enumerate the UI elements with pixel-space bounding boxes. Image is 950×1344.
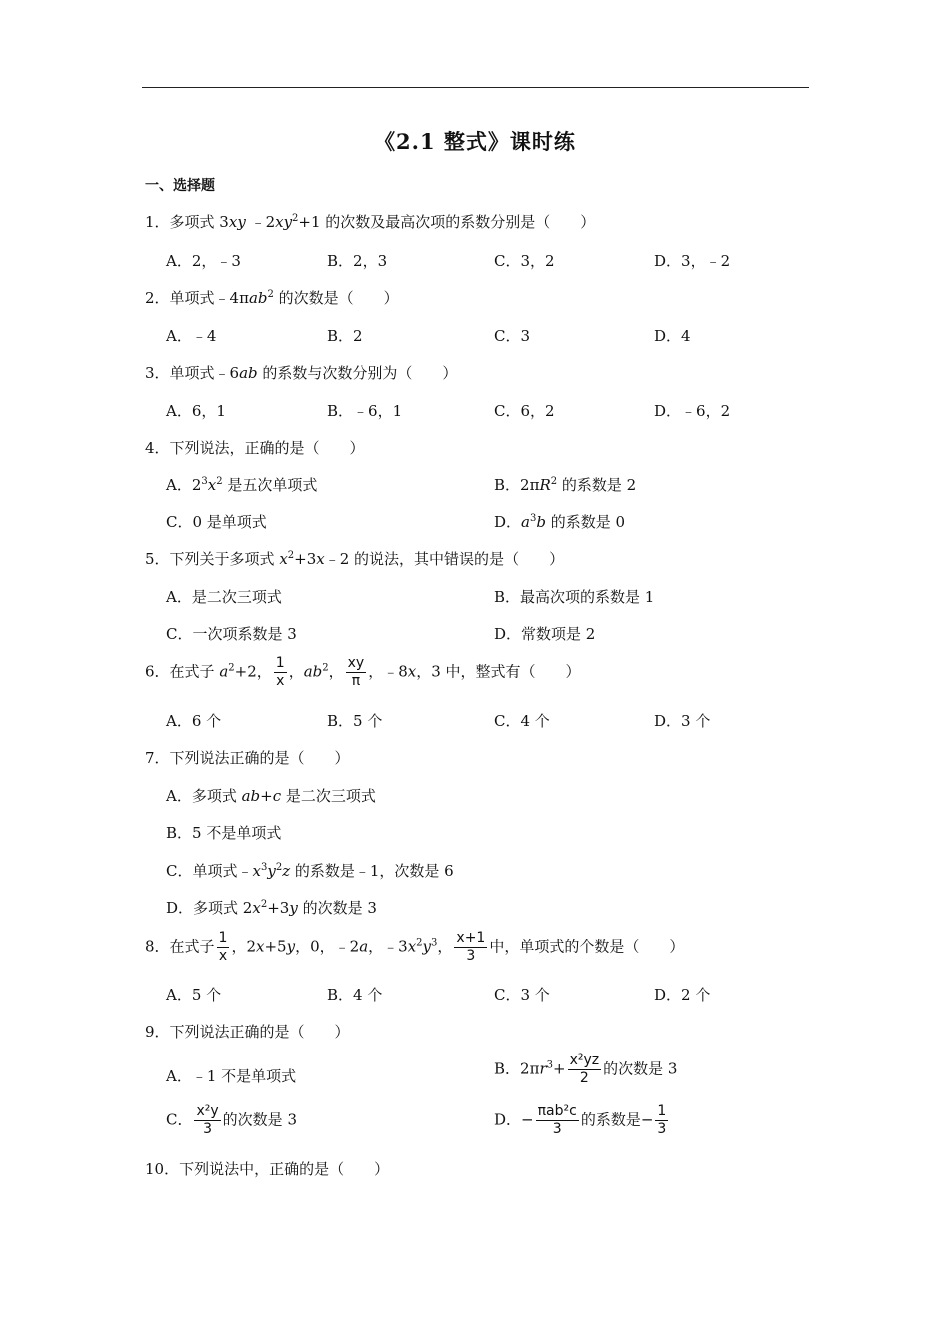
question-8-option-d: D．2 个	[654, 986, 711, 1004]
question-4-option-d: D．$a^3b$ 的系数是 0	[494, 513, 626, 531]
question-5-option-d: D．常数项是 2	[494, 625, 596, 643]
question-2-stem: 2．单项式﹣4πab$^2$ 的次数是（ ）	[145, 289, 399, 307]
question-4-stem: 4．下列说法，正确的是（ ）	[145, 439, 365, 457]
question-8-option-c: C．3 个	[494, 986, 550, 1004]
question-7-stem: 7．下列说法正确的是（ ）	[145, 749, 350, 767]
question-4-option-c: C．0 是单项式	[166, 513, 267, 531]
question-3-option-c: C．6，2	[494, 402, 555, 420]
question-6-option-b: B．5 个	[327, 712, 383, 730]
question-4-option-a: A．$2^3x^2$ 是五次单项式	[166, 476, 318, 494]
fraction: $\frac{\text{x²yz}}{2}$	[569, 1052, 600, 1086]
question-6-option-d: D．3 个	[654, 712, 711, 730]
fraction: $\frac{1}{x}$	[218, 930, 228, 964]
header-rule	[142, 87, 809, 88]
question-7-option-b: B．5 不是单项式	[166, 824, 282, 842]
question-2-option-c: C．3	[494, 327, 531, 345]
question-4-option-b: B．$2\pi R^2$ 的系数是 2	[494, 476, 637, 494]
fraction: $\frac{1}{3}$	[657, 1103, 667, 1137]
question-9-stem: 9．下列说法正确的是（ ）	[145, 1023, 350, 1041]
section-heading: 一、选择题	[145, 178, 215, 194]
page-title: 《2.1 整式》课时练	[374, 129, 576, 154]
question-3-option-d: D．﹣6，2	[654, 402, 731, 420]
fraction: $\frac{xy}{\pi}$	[347, 655, 365, 689]
question-5-stem: 5．下列关于多项式 $x^2+3x﹣2$ 的说法，其中错误的是（ ）	[145, 550, 565, 568]
question-10-stem: 10．下列说法中，正确的是（ ）	[145, 1160, 390, 1178]
question-1-option-c: C．3，2	[494, 252, 555, 270]
question-7-option-a: A．多项式 ab+c 是二次三项式	[166, 787, 376, 805]
question-3-option-b: B．﹣6，1	[327, 402, 403, 420]
question-9-option-d: D．− $\frac{\text{πab²c}}{3}$ 的系数是− $\frac{1}{3}$	[494, 1103, 667, 1137]
question-2-option-d: D．4	[654, 327, 691, 345]
question-3-option-a: A．6，1	[166, 402, 226, 420]
question-1-option-d: D．3，﹣2	[654, 252, 731, 270]
question-7-option-d: D．多项式 $2x^2+3y$ 的次数是 3	[166, 899, 377, 917]
fraction: $\frac{x+1}{3}$	[456, 930, 486, 964]
question-6-option-c: C．4 个	[494, 712, 550, 730]
question-5-option-a: A．是二次三项式	[166, 588, 282, 606]
question-8-option-b: B．4 个	[327, 986, 383, 1004]
fraction: $\frac{\text{πab²c}}{3}$	[537, 1103, 577, 1137]
question-3-stem: 3．单项式﹣6ab 的系数与次数分别为（ ）	[145, 364, 458, 382]
question-9-option-c: C． $\frac{\text{x²y}}{3}$ 的次数是 3	[166, 1103, 297, 1137]
question-1-option-b: B．2，3	[327, 252, 388, 270]
question-2-option-a: A．﹣4	[166, 327, 217, 345]
question-2-option-b: B．2	[327, 327, 363, 345]
question-5-option-b: B．最高次项的系数是 1	[494, 588, 655, 606]
question-6-option-a: A．6 个	[166, 712, 222, 730]
fraction: $\frac{\text{x²y}}{3}$	[196, 1103, 219, 1137]
question-8-stem: 8．在式子 $\frac{1}{x}$ ，2x+5y，0，﹣2a，$﹣3x^2y^3$， $\frac{x+1}{3}$ 中，单项式的个数是（ ）	[145, 930, 685, 964]
question-6-stem: 6．在式子 $a^2+2$， $\frac{1}{x}$ ，$ab^2$， $\frac{xy}{\pi}$ ，﹣8x，3 中，整式有（ ）	[145, 655, 581, 689]
question-9-option-b: B．$2\pi r^3+$ $\frac{\text{x²yz}}{2}$ 的次数是 3	[494, 1052, 678, 1086]
question-5-option-c: C．一次项系数是 3	[166, 625, 297, 643]
question-8-option-a: A．5 个	[166, 986, 222, 1004]
fraction: $\frac{1}{x}$	[275, 655, 285, 689]
question-1-stem: 1．多项式 3xy $﹣2xy^2+1$ 的次数及最高次项的系数分别是（ ）	[145, 213, 596, 231]
question-7-option-c: C．单项式$﹣x^3y^2z$ 的系数是﹣1，次数是 6	[166, 862, 454, 880]
question-1-option-a: A．2，﹣3	[166, 252, 241, 270]
question-9-option-a: A．﹣1 不是单项式	[166, 1067, 297, 1085]
